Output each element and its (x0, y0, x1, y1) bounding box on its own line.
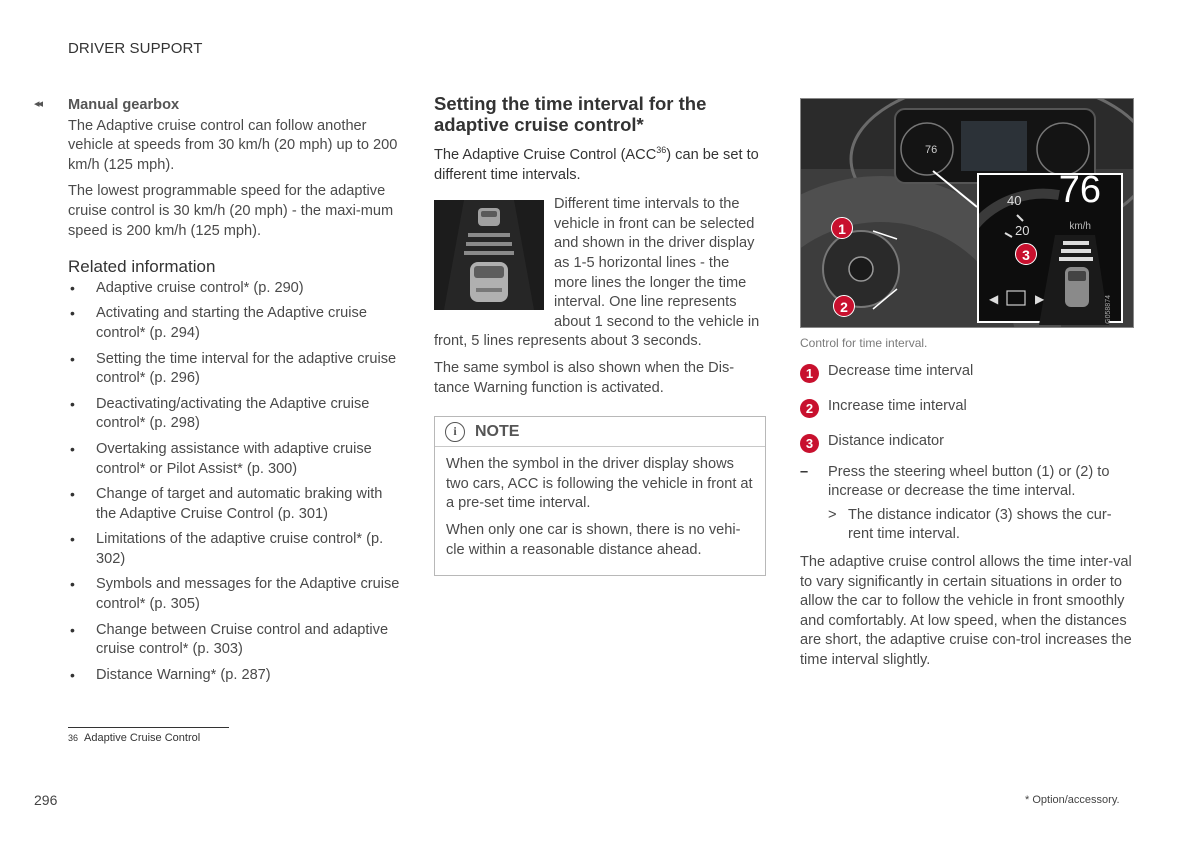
speed-tick-20: 20 (1015, 223, 1030, 238)
column-3 (800, 98, 1134, 671)
number-badge: 1 (800, 364, 819, 383)
intro-paragraph: The Adaptive Cruise Control (ACC$^{36}$) can be set to different time intervals. (434, 145, 759, 183)
footnote (68, 732, 200, 744)
number-badge: 2 (800, 399, 819, 418)
legend-text: Increase time interval (828, 397, 967, 414)
related-links-list (68, 279, 403, 686)
related-link[interactable]: • Distance Warning* (p. 287) (68, 666, 403, 686)
decrease-badge: 1 (831, 217, 853, 239)
related-information-heading: Related information (68, 257, 216, 277)
related-link[interactable]: • Overtaking assistance with adaptive cruise control* or Pilot Assist* (p. 300) (68, 440, 403, 479)
legend-item (800, 362, 1134, 383)
column-1 (68, 96, 403, 691)
two-cars-icon (434, 200, 544, 310)
legend-text: Decrease time interval (828, 362, 974, 379)
steering-wheel-photo (800, 98, 1134, 328)
svg-text:◀: ◀ (989, 292, 999, 306)
note-header (435, 417, 765, 447)
back-arrows-icon[interactable]: ◂◂ (34, 98, 42, 110)
related-link[interactable]: • Change of target and automatic braking with the Adaptive Cruise Control (p. 301) (68, 485, 403, 524)
related-link[interactable]: • Adaptive cruise control* (p. 290) (68, 279, 403, 299)
related-link[interactable]: • Limitations of the adaptive cruise control* (p. 302) (68, 530, 403, 569)
result-text: The distance indicator (3) shows the cur-rent time interval. (848, 506, 1112, 543)
image-code: G058874 (1105, 295, 1113, 324)
time-interval-description: Different time intervals to the vehicle in front can be selected and shown in the driver display as 1-5 horizontal lines - the more lines the longer the time interval. One line represents about 1 second to the vehicle in front, 5 lines represents about 3 seconds. (434, 196, 760, 350)
related-link[interactable]: • Change between Cruise control and adaptive cruise control* (p. 303) (68, 621, 403, 660)
section-title: Setting the time interval for the adaptive cruise control* (434, 93, 707, 135)
step-text: Press the steering wheel button (1) or (2) to increase or decrease the time interval. (828, 463, 1110, 500)
step-dash: – (800, 463, 809, 480)
page-header: DRIVER SUPPORT (68, 40, 203, 57)
manual-gearbox-heading: Manual gearbox (68, 97, 180, 113)
programmable-speed-paragraph: The lowest programmable speed for the adaptive cruise control is 30 km/h (20 mph) - the maxi-mum speed is 200 km/h (125 mph). (68, 183, 394, 239)
column-2 (434, 93, 766, 576)
speed-range-paragraph: The Adaptive cruise control can follow another vehicle at speeds from 30 km/h (20 mph) up to 200 km/h (125 mph). (68, 117, 398, 173)
cluster-speed: 76 (925, 144, 938, 156)
info-icon: i (445, 422, 465, 442)
distance-indicator-badge: 3 (1015, 243, 1037, 265)
footnote-number: 36 (68, 733, 79, 743)
page-number: 296 (34, 792, 58, 808)
zoomed-display (977, 169, 1123, 324)
legend-item (800, 397, 1134, 418)
note-label: NOTE (475, 422, 520, 440)
svg-text:▶: ▶ (1035, 292, 1045, 306)
photo-caption: Control for time interval. (800, 336, 928, 350)
distance-warning-paragraph: The same symbol is also shown when the Dis-tance Warning function is activated. (434, 359, 735, 396)
footnote-text: Adaptive Cruise Control (84, 732, 201, 744)
time-interval-paragraph: The adaptive cruise control allows the time inter-val to vary significantly in certain situations in order to allow the car to follow the vehicle in front smoothly and comfortably. At low speed, when the distances are short, the adaptive cruise con-trol increases the time interval slightly. (800, 553, 1132, 668)
note-box (434, 416, 766, 576)
instruction-step (800, 463, 1134, 502)
note-paragraph: When only one car is shown, there is no vehi-cle within a reasonable distance ahead. (446, 521, 741, 558)
speed-unit: km/h (1069, 221, 1091, 232)
legend-text: Distance indicator (828, 432, 944, 449)
result-marker: > (828, 506, 837, 523)
note-body (435, 447, 765, 575)
related-link[interactable]: • Deactivating/activating the Adaptive cruise control* (p. 298) (68, 395, 403, 434)
speed-readout: 76 (1058, 169, 1101, 211)
footnote-ref[interactable]: 36 (656, 145, 667, 155)
related-link[interactable]: • Activating and starting the Adaptive cruise control* (p. 294) (68, 304, 403, 343)
speed-tick-40: 40 (1007, 193, 1022, 208)
option-accessory-note: * Option/accessory. (1025, 794, 1120, 806)
legend-item (800, 432, 1134, 453)
number-badge: 3 (800, 434, 819, 453)
related-link[interactable]: • Setting the time interval for the adaptive cruise control* (p. 296) (68, 350, 403, 389)
note-paragraph: When the symbol in the driver display shows two cars, ACC is following the vehicle in front at a pre-set time interval. (446, 456, 753, 512)
step-result (800, 506, 1134, 545)
related-link[interactable]: • Symbols and messages for the Adaptive cruise control* (p. 305) (68, 575, 403, 614)
footnote-divider (68, 727, 229, 728)
time-interval-symbol-image (434, 200, 544, 310)
increase-badge: 2 (833, 295, 855, 317)
